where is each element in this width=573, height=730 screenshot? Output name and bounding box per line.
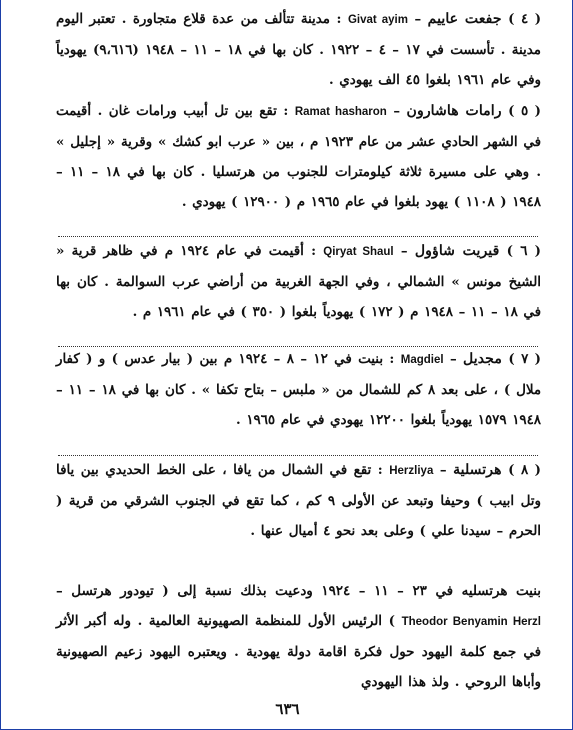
entry-name-latin: Qiryat Shaul (323, 246, 394, 258)
entry-number: ( ٤ ) (508, 11, 542, 27)
entry-name-latin: Magdiel (400, 354, 444, 366)
paragraph-text-start: بنيت هرتسليه في ٢٣ – ١١ – ١٩٢٤ ودعيت بذلك نسبة إلى ( تيودور هرتسل – (56, 583, 541, 599)
entry-name-latin: Herzliya (389, 465, 434, 477)
entry-text: : أقيمت في عام ١٩٢٤ م في ظاهر قرية « الشيخ مونس » الشمالي ، وفي الجهة الغربية من أراضي عرب السوالمة . كان بها في ١٨ – ١١ – ١٩٤٨ م ( ١٧٢ ) يهودياً بلغوا ( ٣٥٠ ) في عام ١٩٦١ م . (56, 243, 541, 320)
page-number: ٦٣٦ (275, 700, 300, 718)
entry-name-arabic: رامات هاشارون (406, 103, 502, 119)
entry-ramat-hasharon: ( ٥ ) رامات هاشارون – Ramat hasharon : تقع بين تل أبيب ورامات غان . أقيمت في الشهر الحادي عشر من عام ١٩٢٣ م ، بين « عرب ابو كشك » وقرية « إجليل » . وهي على مسيرة ثلاثة كيلومترات للجنوب من هرتسليا . كان بها في ١٨ – ١١ – ١٩٤٨ ( ١١٠٨ ) يهود بلغوا في عام ١٩٦٥ م ( ١٢٩٠٠ ) يهودي . (56, 103, 542, 210)
entry-qiryat-shaul: ( ٦ ) قيريت شاؤول – Qiryat Shaul : أقيمت في عام ١٩٢٤ م في ظاهر قرية « الشيخ مونس » الشمالي ، وفي الجهة الغربية من أراضي عرب السوالمة . كان بها في ١٨ – ١١ – ١٩٤٨ م ( ١٧٢ ) يهودياً بلغوا ( ٣٥٠ ) في عام ١٩٦١ م . (56, 243, 541, 320)
entry-magdiel: ( ٧ ) مجديل – Magdiel : بنيت في ١٢ – ٨ – ١٩٢٤ م بين ( بيار عدس ) و ( كفار ملال ) ، على بعد ٨ كم للشمال من « ملبس – بتاح تكفا » . كان بها في ١٨ – ١١ – ١٩٤٨ ١٥٧٩ يهودياً بلغوا ١٢٢٠٠ يهودي في عام ١٩٦٥ . (56, 351, 541, 428)
herzl-latin-name: Theodor Benyamin Herzl (401, 616, 541, 628)
entry-text: : تقع في الشمال من يافا ، على الخط الحديدي بين يافا وتل ابيب ) وحيفا وتبعد عن الأولى ٩ كم ، كما تقع في الجنوب الشرقي من قرية ( الحرم – سيدنا علي ) وعلى بعد نحو ٤ أميال عنها . (56, 462, 541, 539)
entry-herzliya: ( ٨ ) هرتسلية – Herzliya : تقع في الشمال من يافا ، على الخط الحديدي بين يافا وتل ابيب ) وحيفا وتبعد عن الأولى ٩ كم ، كما تقع في الجنوب الشرقي من قرية ( الحرم – سيدنا علي ) وعلى بعد نحو ٤ أميال عنها . (56, 462, 541, 539)
entry-name-latin: Givat ayim (347, 14, 408, 26)
entry-number: ( ٦ ) (506, 243, 541, 259)
herzl-paragraph (56, 576, 541, 697)
entry-name-arabic: جفعت عاييم (427, 11, 502, 27)
entry-givat-ayim: ( ٤ ) جفعت عاييم – Givat ayim : مدينة تتألف من عدة قلاع متجاورة . تعتبر اليوم مدينة . تأسست في ١٧ – ٤ – ١٩٢٢ . كان بها في ١٨ – ١١ – ١٩٤٨ (٩،٦١٦) يهودياً وفي عام ١٩٦١ بلغوا ٤٥ الف يهودي . (56, 11, 542, 88)
entry-number: ( ٨ ) (508, 462, 541, 478)
entry-number: ( ٥ ) (508, 103, 542, 119)
entry-name-arabic: هرتسلية (453, 462, 502, 478)
entry-name-arabic: مجديل (463, 351, 502, 367)
entry-name-arabic: قيريت شاؤول (414, 243, 500, 259)
entry-name-latin: Ramat hasharon (294, 106, 387, 118)
paragraph-text-end: ) الرئيس الأول للمنظمة الصهيونية العالمية . وله أكبر الأثر في جمع كلمة اليهود حول فكرة اقامة دولة يهودية . ويعتبره اليهود زعيم الصهيونية وأباها الروحي . ولذ هذا اليهودي (56, 613, 541, 690)
entry-number: ( ٧ ) (508, 351, 541, 367)
entry-text: : مدينة تتألف من عدة قلاع متجاورة . تعتبر اليوم مدينة . تأسست في ١٧ – ٤ – ١٩٢٢ . كان بها في ١٨ – ١١ – ١٩٤٨ (٩،٦١٦) يهودياً وفي عام ١٩٦١ بلغوا ٤٥ الف يهودي . (56, 11, 541, 88)
entry-text: : بنيت في ١٢ – ٨ – ١٩٢٤ م بين ( بيار عدس ) و ( كفار ملال ) ، على بعد ٨ كم للشمال من « ملبس – بتاح تكفا » . كان بها في ١٨ – ١١ – ١٩٤٨ ١٥٧٩ يهودياً بلغوا ١٢٢٠٠ يهودي في عام ١٩٦٥ . (56, 351, 541, 428)
entry-text: : تقع بين تل أبيب ورامات غان . أقيمت في الشهر الحادي عشر من عام ١٩٢٣ م ، بين « عرب ابو كشك » وقرية « إجليل » . وهي على مسيرة ثلاثة كيلومترات للجنوب من هرتسليا . كان بها في ١٨ – ١١ – ١٩٤٨ ( ١١٠٨ ) يهود بلغوا في عام ١٩٦٥ م ( ١٢٩٠٠ ) يهودي . (56, 103, 541, 210)
